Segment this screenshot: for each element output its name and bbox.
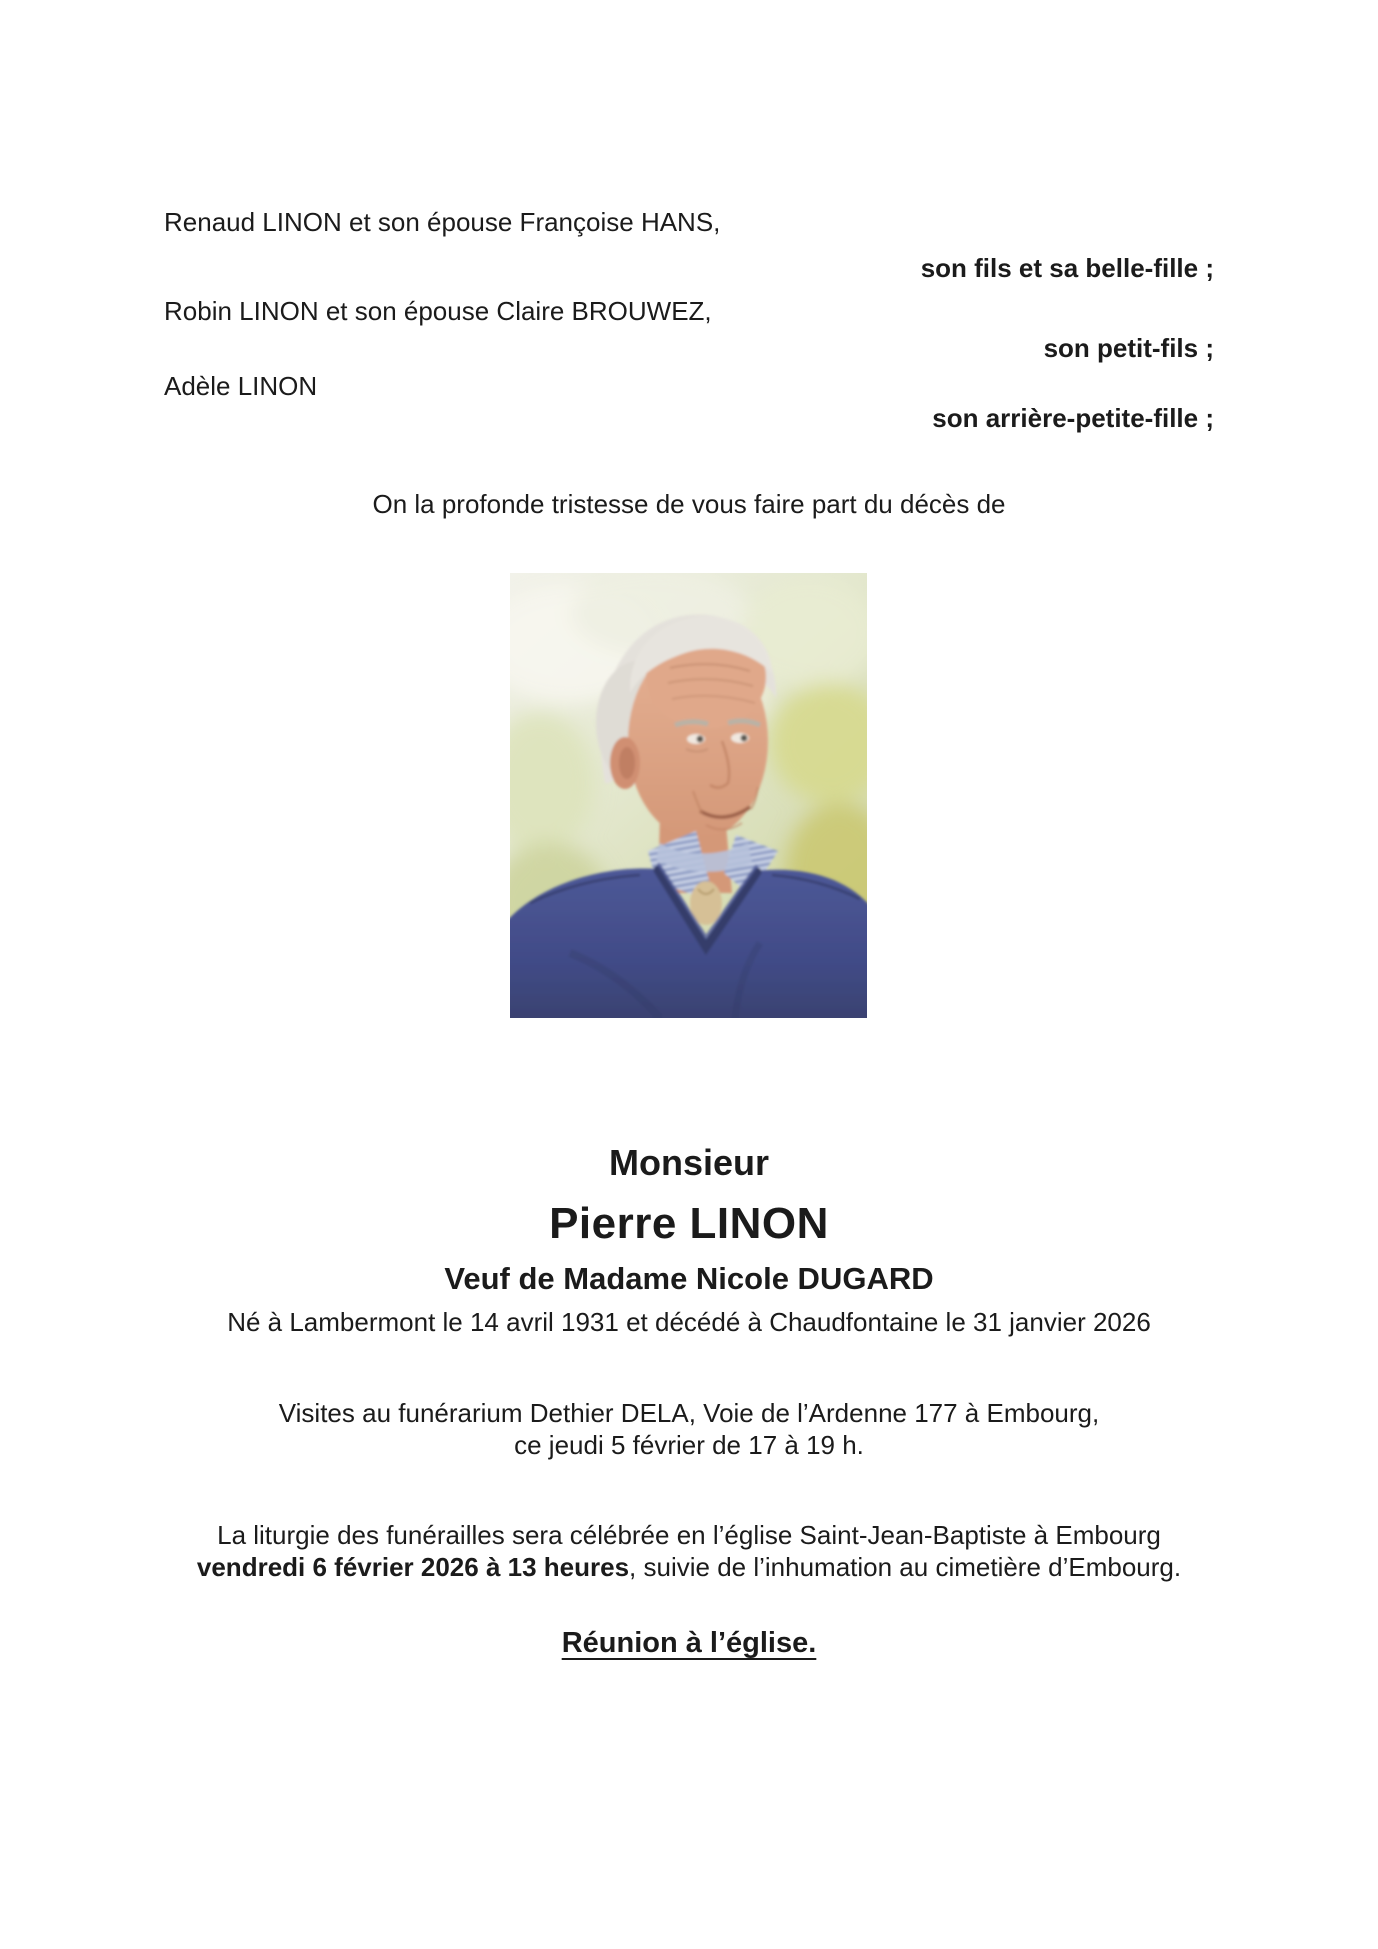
family-names-2: Robin LINON et son épouse Claire BROUWEZ, <box>164 296 712 326</box>
liturgy-date-bold: vendredi 6 février 2026 à 13 heures <box>196 1552 630 1582</box>
liturgy-line-1: La liturgie des funérailles sera célébrée en l’église Saint-Jean-Baptiste à Embourg <box>217 1520 1161 1550</box>
family-names-3: Adèle LINON <box>164 371 318 401</box>
life-dates-line: Né à Lambermont le 14 avril 1931 et décédé à Chaudfontaine le 31 janvier 2026 <box>227 1307 1151 1337</box>
announcement-sentence: On la profonde tristesse de vous faire part du décès de <box>372 489 1006 519</box>
portrait-photo-illustration <box>510 573 867 1018</box>
family-relation-2: son petit-fils ; <box>1043 333 1214 363</box>
family-names-1: Renaud LINON et son épouse Françoise HANS, <box>164 207 721 237</box>
family-relation-3: son arrière-petite-fille ; <box>932 403 1214 433</box>
visits-line-2: ce jeudi 5 février de 17 à 19 h. <box>514 1430 864 1460</box>
family-relation-1: son fils et sa belle-fille ; <box>920 253 1214 283</box>
meeting-line: Réunion à l’église. <box>561 1627 817 1659</box>
deceased-name: Pierre LINON <box>549 1199 829 1248</box>
widower-line: Veuf de Madame Nicole DUGARD <box>444 1261 934 1296</box>
liturgy-rest: , suivie de l’inhumation au cimetière d’Embourg. <box>629 1552 1182 1582</box>
liturgy-line-2 <box>164 1551 1214 1584</box>
civility-title: Monsieur <box>608 1142 769 1183</box>
portrait-photo <box>510 573 867 1018</box>
visits-line-1: Visites au funérarium Dethier DELA, Voie de l’Ardenne 177 à Embourg, <box>278 1398 1100 1428</box>
